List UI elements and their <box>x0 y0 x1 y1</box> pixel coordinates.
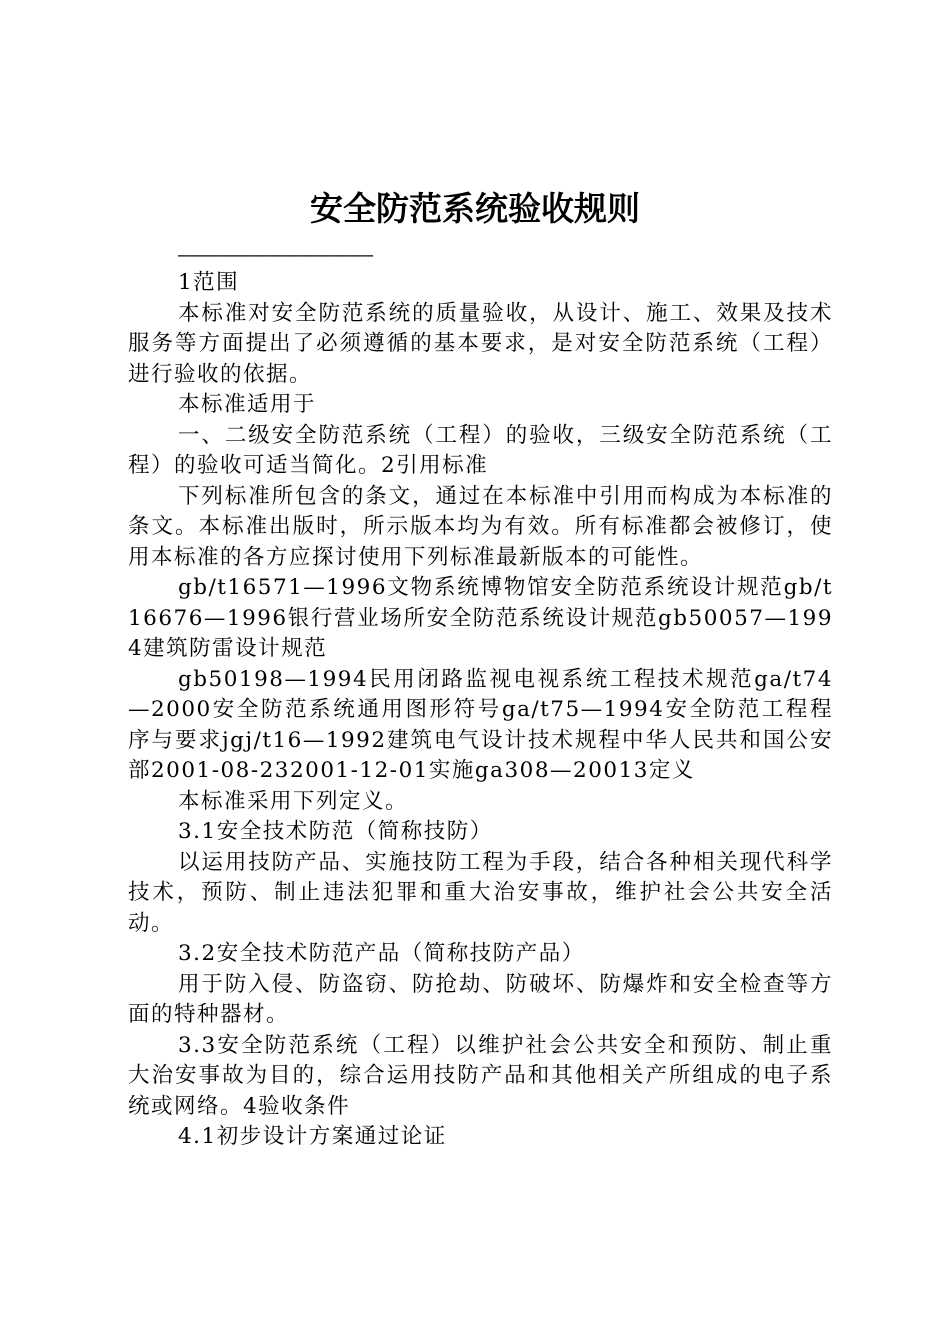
document-body <box>128 268 833 1153</box>
paragraph: 一、二级安全防范系统（工程）的验收，三级安全防范系统（工程）的验收可适当简化。2引用标准 <box>128 422 833 478</box>
paragraph: 下列标准所包含的条文，通过在本标准中引用而构成为本标准的条文。本标准出版时，所示版本均为有效。所有标准都会被修订，使用本标准的各方应探讨使用下列标准最新版本的可能性。 <box>128 483 833 570</box>
title-separator: —————————————————— <box>178 245 374 266</box>
paragraph: 本标准适用于 <box>178 392 317 417</box>
paragraph: 用于防入侵、防盗窃、防抢劫、防破坏、防爆炸和安全检查等方面的特种器材。 <box>128 971 833 1027</box>
subsection-heading: 3.2安全技术防范产品（简称技防产品） <box>178 941 585 966</box>
paragraph: 3.3安全防范系统（工程）以维护社会公共安全和预防、制止重大治安事故为目的，综合运用技防产品和其他相关产所组成的电子系统或网络。4验收条件 <box>128 1032 833 1119</box>
paragraph: 本标准对安全防范系统的质量验收，从设计、施工、效果及技术服务等方面提出了必须遵循的基本要求，是对安全防范系统（工程）进行验收的依据。 <box>128 300 833 387</box>
subsection-heading: 4.1初步设计方案通过论证 <box>178 1124 447 1149</box>
paragraph: 本标准采用下列定义。 <box>178 788 409 814</box>
paragraph-references: gb/t16571—1996文物系统博物馆安全防范系统设计规范gb/t16676—1996银行营业场所安全防范系统设计规范gb50057—1994建筑防雷设计规范 <box>128 575 833 661</box>
document-title: 安全防范系统验收规则 <box>310 189 640 228</box>
paragraph-references: gb50198—1994民用闭路监视电视系统工程技术规范ga/t74—2000安全防范系统通用图形符号ga/t75—1994安全防范工程程序与要求jgj/t16—1992建筑电气设计技术规程中华人民共和国公安部2001-08-232001-12-01实施ga308—20013定义 <box>128 666 833 783</box>
section-heading-scope: 1范围 <box>178 270 240 295</box>
paragraph: 以运用技防产品、实施技防工程为手段，结合各种相关现代科学技术，预防、制止违法犯罪和重大治安事故，维护社会公共安全活动。 <box>128 849 833 936</box>
subsection-heading: 3.1安全技术防范（简称技防） <box>178 819 493 844</box>
